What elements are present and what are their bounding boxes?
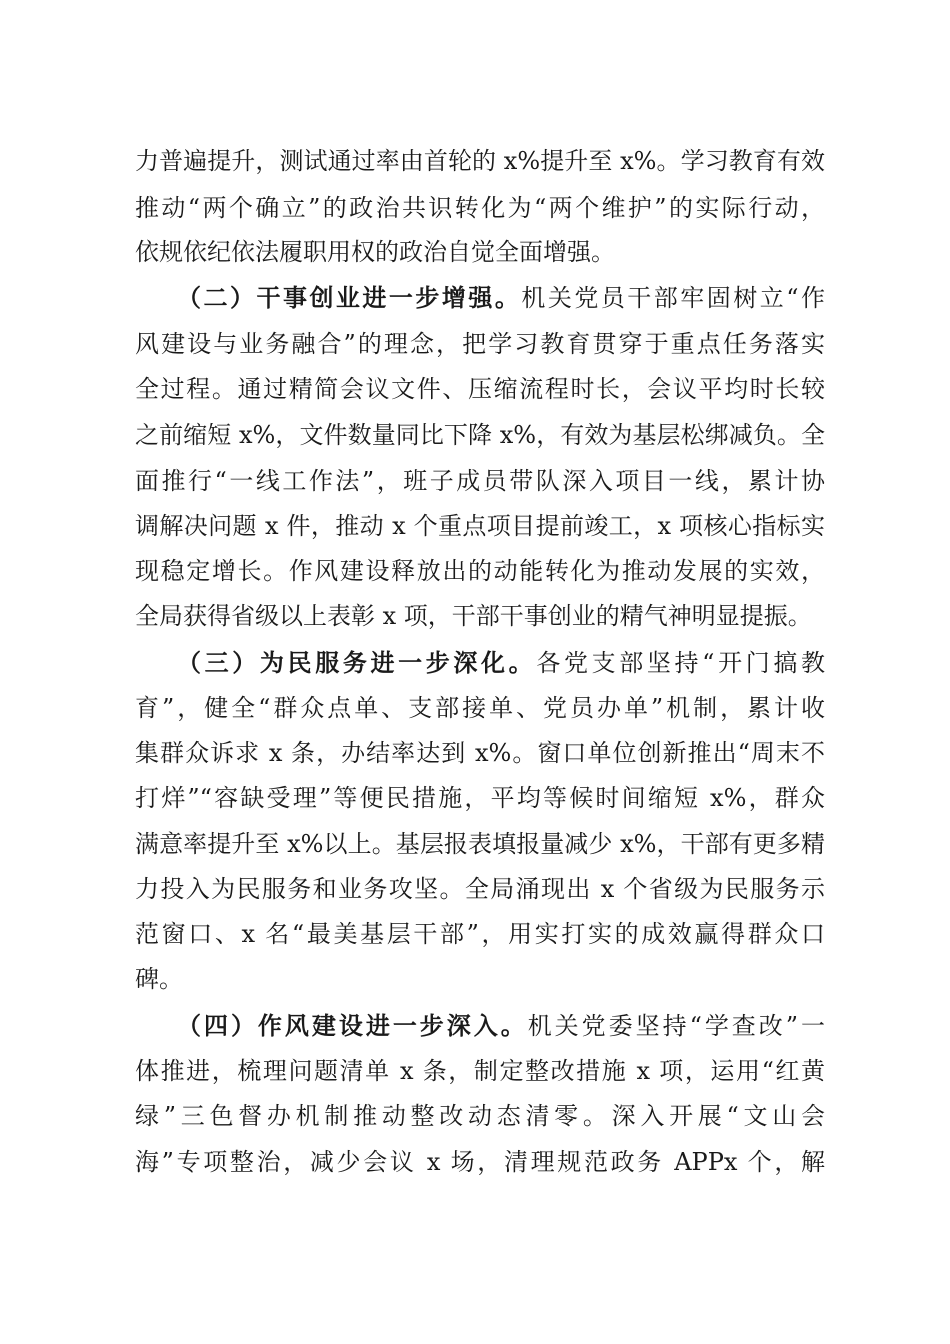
paragraph-3-line-2: 育”，健全“群众点单、支部接单、党员办单”机制，累计收 (135, 694, 825, 722)
paragraph-3-line-7: 范窗口、x 名“最美基层干部”，用实打实的成效赢得群众口 (135, 920, 825, 948)
paragraph-4-line-1-text: 机关党委坚持“学查改”一 (527, 1012, 825, 1040)
paragraph-3-line-6: 力投入为民服务和业务攻坚。全局涌现出 x 个省级为民服务示 (135, 875, 825, 903)
paragraph-2-line-6: 调解决问题 x 件，推动 x 个重点项目提前竣工，x 项核心指标实 (135, 512, 825, 540)
paragraph-4-line-1 (177, 1004, 825, 1048)
paragraph-3-heading: （三）为民服务进一步深化。 (177, 648, 537, 677)
paragraph-2-line-1-text: 机关党员干部牢固树立“作 (521, 284, 825, 312)
paragraph-2-heading: （二）干事创业进一步增强。 (177, 283, 522, 312)
paragraph-3-line-5: 满意率提升至 x%以上。基层报表填报量减少 x%，干部有更多精 (135, 830, 825, 858)
paragraph-3-line-8: 碑。 (135, 965, 183, 993)
paragraph-3-line-4: 打烊”“容缺受理”等便民措施，平均等候时间缩短 x%，群众 (135, 784, 825, 812)
paragraph-4-line-2: 体推进，梳理问题清单 x 条，制定整改措施 x 项，运用“红黄 (135, 1057, 825, 1085)
paragraph-2-line-2: 风建设与业务融合”的理念，把学习教育贯穿于重点任务落实 (135, 330, 825, 358)
paragraph-4-line-4: 海”专项整治，减少会议 x 场，清理规范政务 APPx 个，解 (135, 1148, 825, 1176)
paragraph-3-line-1 (177, 641, 825, 685)
paragraph-1-line-3: 依规依纪依法履职用权的政治自觉全面增强。 (135, 238, 615, 266)
paragraph-1-line-2: 推动“两个确立”的政治共识转化为“两个维护”的实际行动， (135, 194, 825, 222)
paragraph-4-line-3: 绿”三色督办机制推动整改动态清零。深入开展“文山会 (135, 1102, 825, 1130)
paragraph-4-heading: （四）作风建设进一步深入。 (177, 1011, 528, 1040)
paragraph-2-line-3: 全过程。通过精简会议文件、压缩流程时长，会议平均时长较 (135, 375, 825, 403)
paragraph-1-line-1: 力普遍提升，测试通过率由首轮的 x%提升至 x%。学习教育有效 (135, 147, 825, 175)
paragraph-3-line-3: 集群众诉求 x 条，办结率达到 x%。窗口单位创新推出“周末不 (135, 739, 825, 767)
paragraph-3-line-1-text: 各党支部坚持“开门搞教 (536, 649, 825, 677)
paragraph-2-line-7: 现稳定增长。作风建设释放出的动能转化为推动发展的实效， (135, 557, 825, 585)
paragraph-2-line-5: 面推行“一线工作法”，班子成员带队深入项目一线，累计协 (135, 467, 825, 495)
paragraph-2-line-4: 之前缩短 x%，文件数量同比下降 x%，有效为基层松绑减负。全 (135, 421, 825, 449)
paragraph-2-line-1 (177, 276, 825, 320)
document-page (135, 0, 825, 1344)
paragraph-2-line-8: 全局获得省级以上表彰 x 项，干部干事创业的精气神明显提振。 (135, 602, 812, 630)
